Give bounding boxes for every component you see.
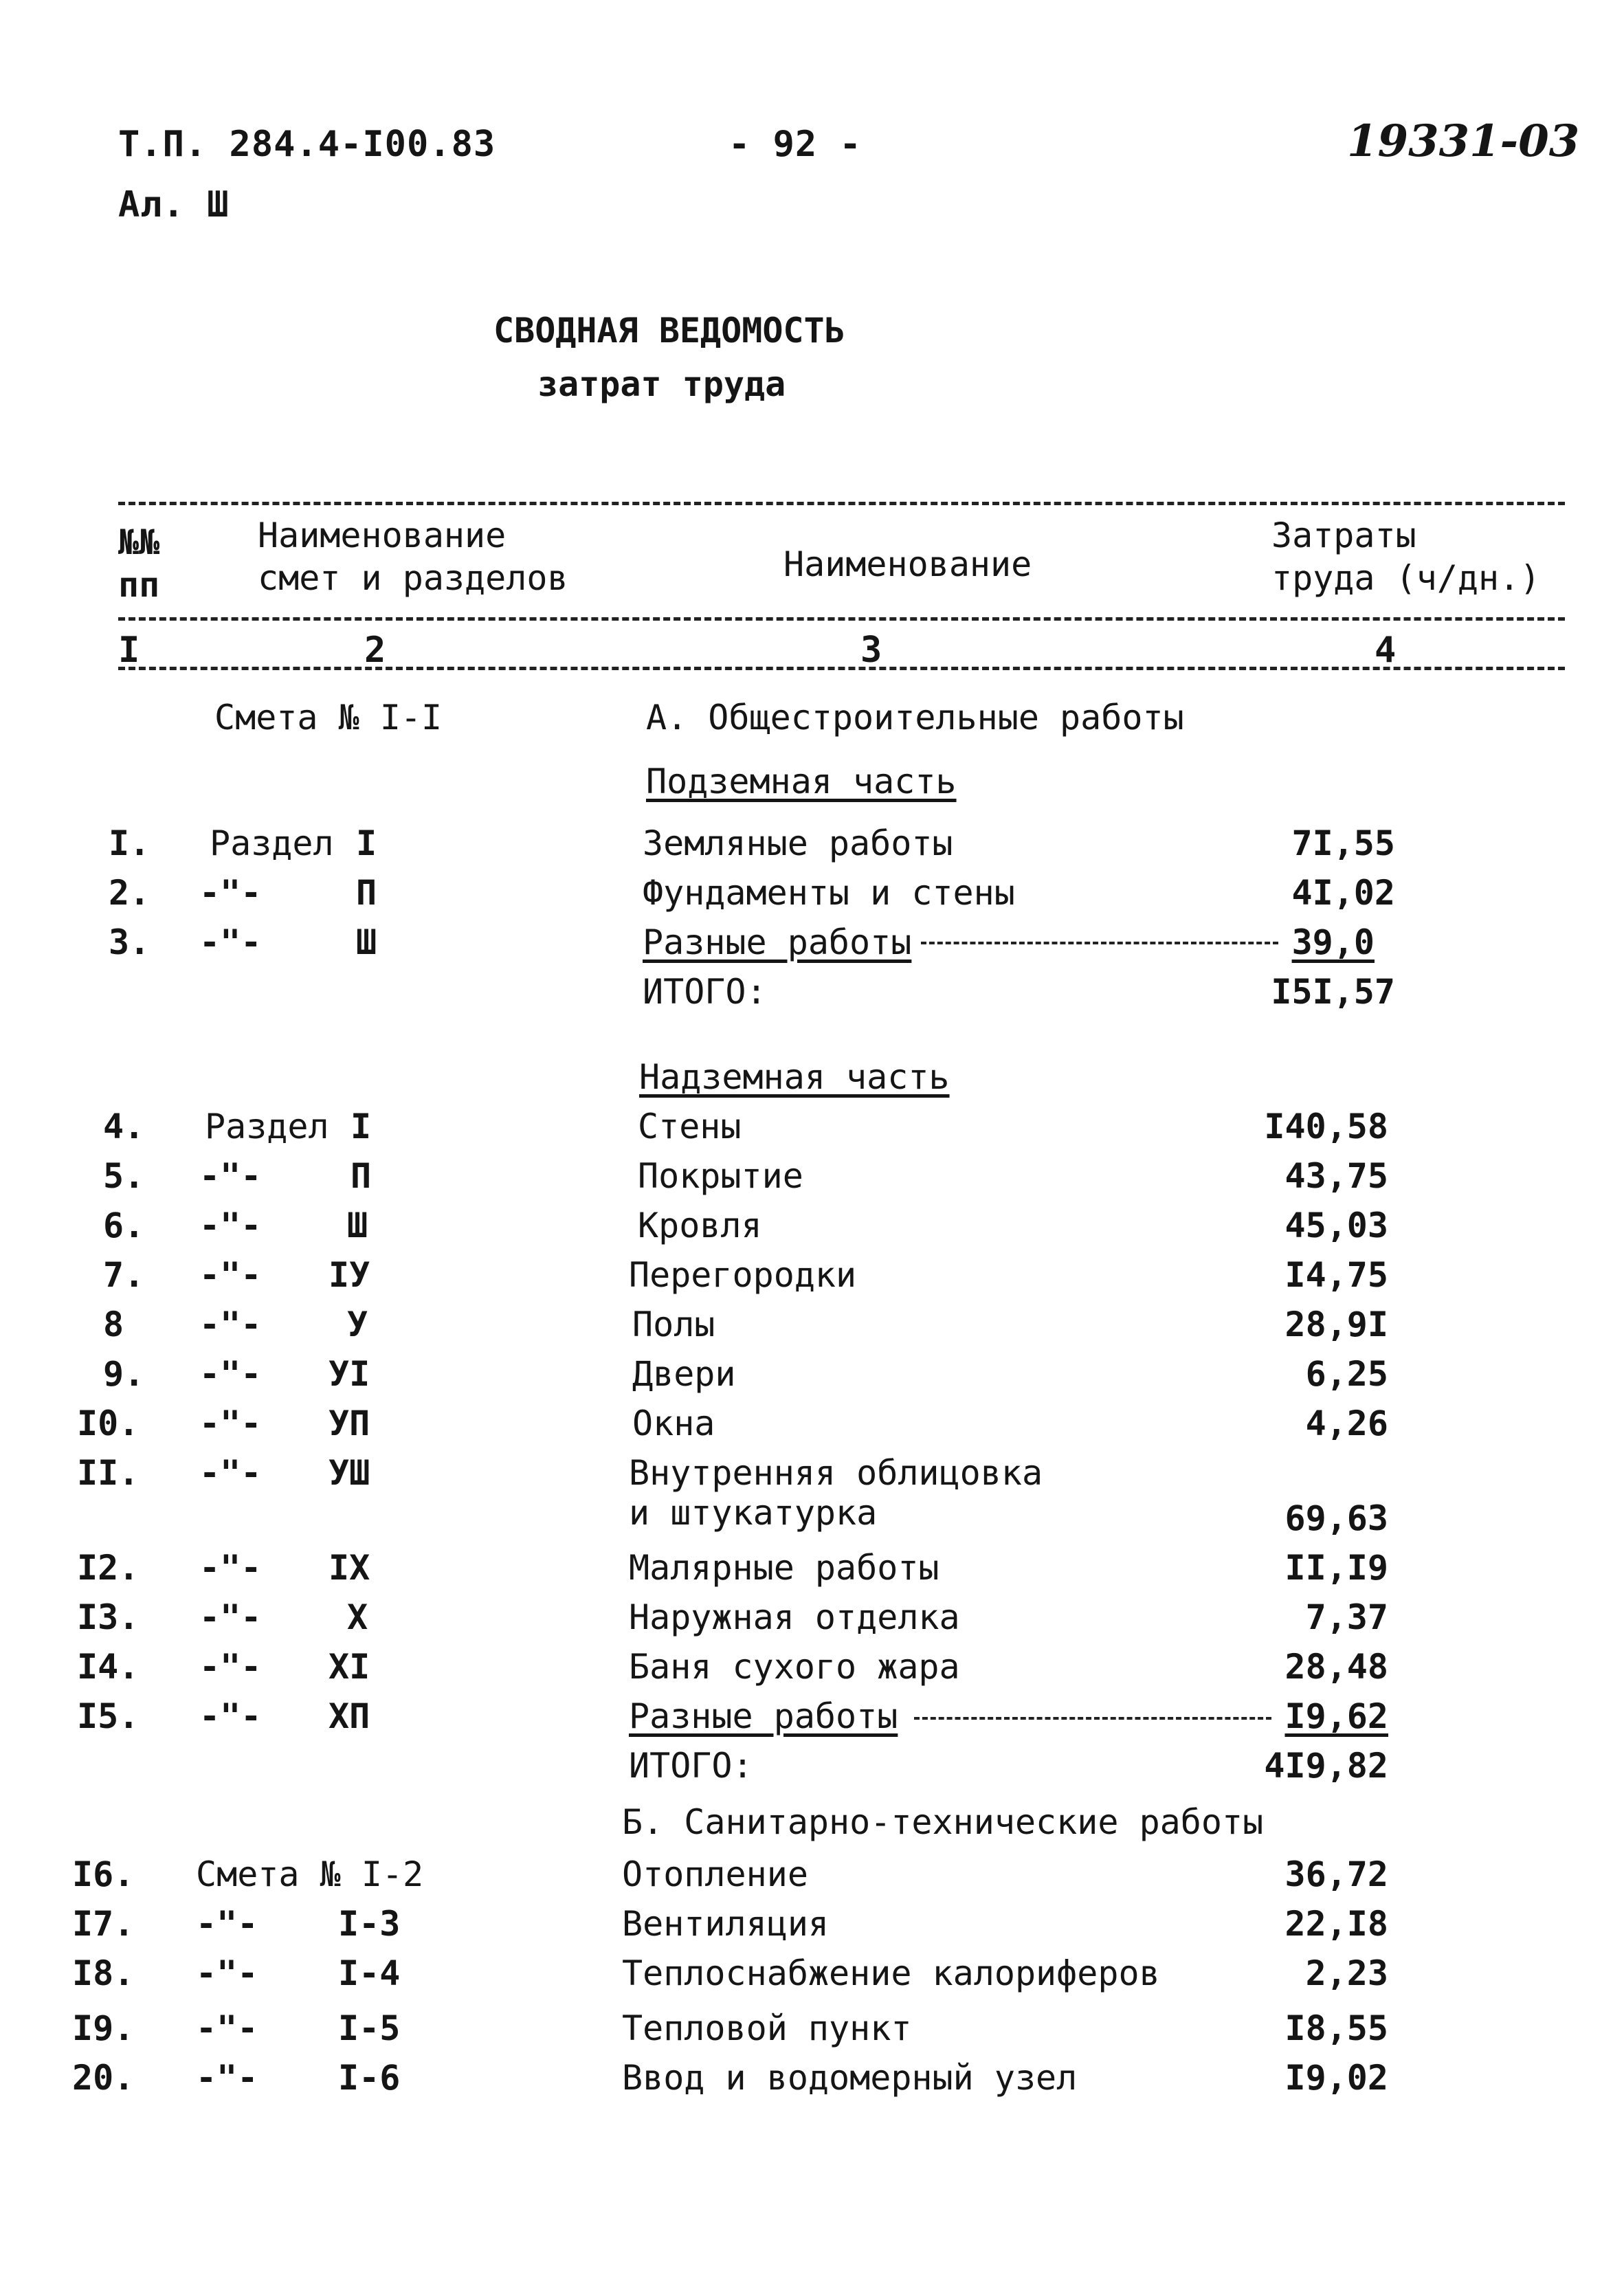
document-code: Т.П. 284.4-I00.83 — [118, 124, 496, 165]
aboveground-total-label: ИТОГО: — [629, 1746, 753, 1786]
section-a-title: А. Общестроительные работы — [646, 698, 1184, 738]
page-number: - 92 - — [728, 124, 862, 165]
title-line-1: СВОДНАЯ ВЕДОМОСТЬ — [493, 311, 845, 351]
col-number-3: 3 — [860, 630, 882, 671]
col-estimate-header: Наименование смет и разделов — [258, 515, 568, 598]
col-no-header: №№ пп — [118, 522, 160, 605]
table-top-rule — [118, 502, 1565, 505]
handwritten-stamp-number: 19331-03 — [1347, 115, 1580, 167]
column-numbers-rule — [118, 667, 1565, 670]
col-name-header: Наименование — [783, 544, 1032, 584]
underground-total-value: I5I,57 — [1271, 972, 1395, 1012]
album-label: Ал. Ш — [118, 184, 230, 225]
estimate-label-1-1: Смета № I-I — [214, 698, 443, 738]
underground-total-label: ИТОГО: — [643, 972, 767, 1012]
col-number-1: I — [118, 630, 140, 671]
col-cost-header: Затраты труда (ч/дн.) — [1271, 515, 1541, 598]
col-number-4: 4 — [1375, 630, 1397, 671]
aboveground-title: Надземная часть — [639, 1057, 950, 1097]
header-rule — [118, 617, 1565, 621]
col-number-2: 2 — [364, 630, 386, 671]
aboveground-total-value: 4I9,82 — [1264, 1746, 1388, 1786]
section-b-title: Б. Санитарно-технические работы — [622, 1802, 1264, 1842]
title-line-2: затрат труда — [537, 364, 786, 404]
underground-title: Подземная часть — [646, 762, 957, 801]
